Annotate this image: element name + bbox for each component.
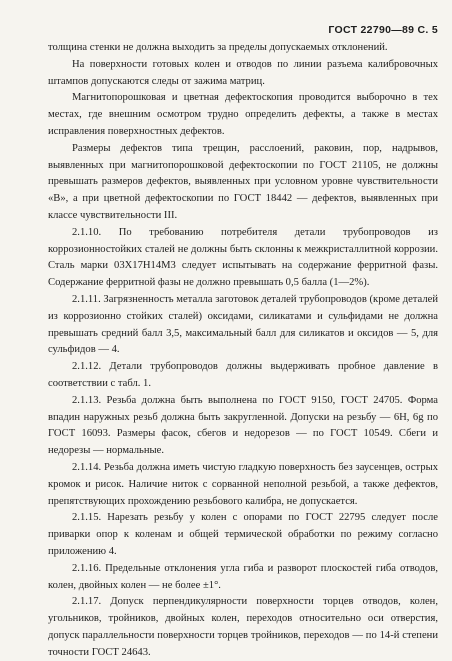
clause-2-1-13: 2.1.13. Резьба должна быть выполнена по ГОСТ 9150, ГОСТ 24705. Форма впадин наружных резьб должна быть закругленной. Допуски на резьбу — 6Н, 6g по ГОСТ 16093. Размеры фасок, сбегов и недорезов — по ГОСТ 10549. Сбеги и недорезы — нормальные. [48,394,438,457]
page-header: ГОСТ 22790—89 С. 5 [328,24,438,36]
paragraph-continuation: толщина стенки не должна выходить за пределы допускаемых отклонений. [48,42,388,53]
clause-2-1-14: 2.1.14. Резьба должна иметь чистую гладкую поверхность без заусенцев, острых кромок и рисок. Наличие ниток с сорванной неполной резьбой, а также дефектов, препятствующих прохождению резьбового калибра, не допускается. [48,461,438,507]
paragraph: Размеры дефектов типа трещин, расслоений, раковин, пор, надрывов, выявленных при магнитопорошковой дефектоскопии по ГОСТ 21105, не должны превышать размеров дефектов, выявленных при условном уровне чувствительности «В», а при цветной дефектоскопии по ГОСТ 18442 — дефектов, выявленных при классе чувствительности III. [48,142,438,221]
paragraph: Магнитопорошковая и цветная дефектоскопия проводится выборочно в тех местах, где внешним осмотром трудно определить дефекты, а также в местах исправления поверхностных дефектов. [48,92,438,137]
clause-2-1-17: 2.1.17. Допуск перпендикулярности поверхности торцев отводов, колен, угольников, тройников, двойных колен, переходов относительно оси отверстия, допуск параллельности поверхности торцев тройников, переходов — по 14-й степени точности ГОСТ 24643. [48,596,438,658]
clause-2-1-11: 2.1.11. Загрязненность металла заготовок деталей трубопроводов (кроме деталей из коррозионно стойких сталей) оксидами, силикатами и сульфидами не должна превышать средний балл 3,5, максимальный балл для силикатов и оксидов — 5, для сульфидов — 4. [48,293,438,356]
clause-2-1-10: 2.1.10. По требованию потребителя детали трубопроводов из коррозионностойких сталей не должны быть склонны к межкристаллитной коррозии. Сталь марки 03Х17Н14М3 следует испытывать на содержание ферритной фазы. Содержание ферритной фазы не должно превышать 0,5 балла (1—2%). [48,226,438,289]
clause-2-1-16: 2.1.16. Предельные отклонения угла гиба и разворот плоскостей гиба отводов, колен, двойных колен — не более ±1°. [48,562,438,591]
clause-2-1-15: 2.1.15. Нарезать резьбу у колен с опорами по ГОСТ 22795 следует после приварки опор к коленам и общей термической обработки по режиму согласно приложению 4. [48,512,438,557]
body-text [48,40,438,661]
paragraph: На поверхности готовых колен и отводов по линии разъема калибровочных штампов допускаются следы от зажима матриц. [48,58,438,87]
clause-2-1-12: 2.1.12. Детали трубопроводов должны выдерживать пробное давление в соответствии с табл. 1. [48,361,438,389]
